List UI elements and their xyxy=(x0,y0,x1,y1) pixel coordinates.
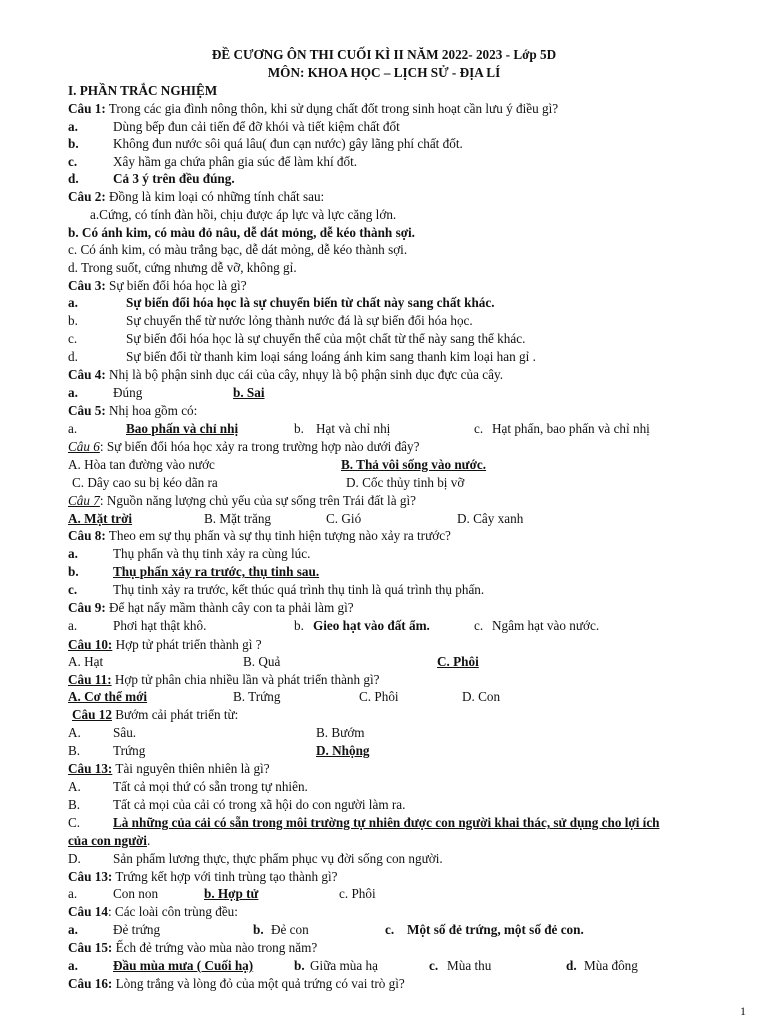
option-row xyxy=(0,688,768,706)
question-10 xyxy=(0,636,768,654)
option-row xyxy=(0,957,768,975)
option-text: C. Gió xyxy=(326,510,362,526)
option-text: Trứng xyxy=(113,743,146,758)
option-correct: của con người xyxy=(68,832,147,848)
question-body: Trong các gia đình nông thôn, khi sử dụng chất đốt trong sinh hoạt cần lưu ý điều gì? xyxy=(105,101,559,116)
option-key: B. xyxy=(68,797,81,812)
question-16 xyxy=(0,975,768,993)
option-row xyxy=(0,206,768,224)
question-8 xyxy=(0,527,768,545)
option-key: d. xyxy=(68,349,78,364)
option-key: c. xyxy=(429,958,439,973)
question-body: Tài nguyên thiên nhiên là gì? xyxy=(112,761,270,776)
option-text: c. Phôi xyxy=(339,886,376,901)
option-key: d. xyxy=(68,171,79,186)
document-title-line xyxy=(0,46,768,64)
question-text xyxy=(68,188,324,206)
option-text: B. Mặt trăng xyxy=(204,510,272,526)
question-label: Câu 5: xyxy=(68,403,106,418)
question-15 xyxy=(0,939,768,957)
option-correct: b. Hợp tử xyxy=(204,886,259,901)
option-row xyxy=(0,921,768,939)
question-body: Theo em sự thụ phấn và sự thụ tinh hiện tượng nào xảy ra trước? xyxy=(105,528,451,543)
option-key: A. xyxy=(68,725,81,740)
question-text xyxy=(68,599,354,617)
option-key: c. xyxy=(474,421,484,436)
option-key: b. xyxy=(68,564,79,579)
option-text: a.Cứng, có tính đàn hồi, chịu được áp lực và lực căng lớn. xyxy=(90,207,397,222)
question-text xyxy=(68,868,337,886)
option-text: Sự chuyển thể từ nước lỏng thành nước đá là sự biến đổi hóa học. xyxy=(126,313,473,328)
option-row xyxy=(0,118,768,136)
option-text: A. Hòa tan đường vào nước xyxy=(68,457,215,472)
option-row xyxy=(0,545,768,563)
question-body: Hợp tử phát triển thành gì ? xyxy=(112,636,262,652)
option-key: b. xyxy=(253,922,264,937)
question-14 xyxy=(0,903,768,921)
question-label: Câu 3: xyxy=(68,277,106,293)
option-text: D. Cốc thủy tinh bị vỡ xyxy=(346,474,465,490)
option-text: Đúng xyxy=(113,385,143,400)
question-body: : Nguồn năng lượng chủ yếu của sự sống trên Trái đất là gì? xyxy=(99,492,416,508)
question-body: Để hạt nẩy mầm thành cây con ta phải làm gì? xyxy=(105,600,354,615)
option-text: d. Trong suốt, cứng nhưng dễ vỡ, không gỉ. xyxy=(68,260,297,275)
option-text: D. Cây xanh xyxy=(457,510,524,526)
option-continuation xyxy=(68,832,150,850)
question-label: Câu 15: xyxy=(68,940,113,955)
option-key: b. xyxy=(294,421,304,436)
question-text xyxy=(68,100,558,118)
option-key: b. xyxy=(68,313,78,328)
option-text: c. Có ánh kim, có màu trắng bạc, dễ dát mỏng, dễ kéo thành sợi. xyxy=(68,242,408,257)
option-correct: Là những của cải có sẵn trong môi trường tự nhiên được con người khai thác, sử dụng cho lợi ích xyxy=(113,815,660,830)
option-key: a. xyxy=(68,886,78,901)
question-body: Bướm cải phát triển từ: xyxy=(111,707,239,722)
option-text: D. Con xyxy=(462,689,501,704)
option-text: Mùa đông xyxy=(584,958,638,973)
option-key: a. xyxy=(68,421,78,436)
option-text: Thụ tinh xảy ra trước, kết thúc quá trình thụ tinh là quá trình thụ phấn. xyxy=(113,582,485,597)
question-label: Câu 13: xyxy=(68,868,113,884)
question-7 xyxy=(0,492,768,510)
option-correct: A. Cơ thể mới xyxy=(68,689,148,704)
option-row xyxy=(0,653,768,671)
question-text xyxy=(72,706,238,724)
option-key: a. xyxy=(68,118,78,134)
question-text xyxy=(68,402,197,420)
option-row xyxy=(0,724,768,742)
question-body: Nhị hoa gồm có: xyxy=(105,403,198,418)
option-correct: Bao phấn và chỉ nhị xyxy=(126,421,239,436)
question-body: Đồng là kim loại có những tính chất sau: xyxy=(105,189,325,204)
option-text: B. Quả xyxy=(243,654,281,669)
question-label: Câu 9: xyxy=(68,600,106,615)
option-key: D. xyxy=(68,850,81,866)
option-row-correct xyxy=(0,294,768,312)
question-body: Lòng trắng và lòng đỏ của một quả trứng có vai trò gì? xyxy=(112,976,405,991)
option-row-correct xyxy=(0,814,768,832)
option-correct: D. Nhộng xyxy=(316,743,370,758)
option-row xyxy=(0,330,768,348)
document-subject-line xyxy=(0,64,768,82)
option-key: a. xyxy=(68,546,78,561)
question-body: Hợp tử phân chia nhiều lần và phát triển thành gì? xyxy=(111,671,380,687)
option-key: C. xyxy=(68,815,81,830)
question-label: Câu 7 xyxy=(68,492,100,508)
option-text: B. Bướm xyxy=(316,725,365,740)
option-row xyxy=(0,581,768,599)
option-key: c. xyxy=(68,582,78,597)
option-row xyxy=(0,241,768,259)
question-body: Trứng kết hợp với tinh trùng tạo thành gì? xyxy=(112,868,338,884)
option-text: Xây hầm ga chứa phân gia súc để làm khí đốt. xyxy=(113,153,358,169)
option-key: a. xyxy=(68,958,78,973)
question-body: Sự biến đổi hóa học là gì? xyxy=(105,277,247,293)
question-13b xyxy=(0,868,768,886)
option-row xyxy=(0,617,768,635)
question-label: Câu 13: xyxy=(68,761,113,776)
question-text xyxy=(68,636,262,654)
question-12 xyxy=(0,706,768,724)
question-text xyxy=(68,903,238,921)
question-text xyxy=(68,492,416,510)
question-body: Ếch đẻ trứng vào mùa nào trong năm? xyxy=(112,940,318,955)
option-row xyxy=(0,348,768,366)
option-key: c. xyxy=(68,153,78,169)
option-text: Con non xyxy=(113,886,159,901)
question-6 xyxy=(0,438,768,456)
option-correct: Một số đẻ trứng, một số đẻ con. xyxy=(407,922,584,937)
option-text: Sự biến đổi hóa học là sự chuyển thể của một chất từ thể này sang thể khác. xyxy=(126,331,526,346)
option-key: c. xyxy=(68,331,78,346)
question-5 xyxy=(0,402,768,420)
option-text: Sự biến đổi hóa học là sự chuyển biến từ chất này sang chất khác. xyxy=(126,295,495,310)
option-row xyxy=(0,259,768,277)
question-text xyxy=(68,939,317,957)
question-4 xyxy=(0,366,768,384)
option-text: B. Trứng xyxy=(233,689,281,704)
question-label: Câu 8: xyxy=(68,528,106,543)
option-row xyxy=(0,474,768,492)
option-row-correct xyxy=(0,170,768,188)
question-body: : Sự biến đổi hóa học xảy ra trong trường hợp nào dưới đây? xyxy=(99,439,420,454)
option-text: Dùng bếp đun cải tiến để đỡ khói và tiết kiệm chất đốt xyxy=(113,118,400,134)
option-correct: B. Thả vôi sống vào nước. xyxy=(341,457,487,472)
option-key: a. xyxy=(68,385,78,400)
option-text: Ngâm hạt vào nước. xyxy=(492,618,600,633)
option-key: B. xyxy=(68,743,81,758)
option-correct: Thụ phấn xảy ra trước, thụ tinh sau. xyxy=(113,564,320,579)
question-text xyxy=(68,975,405,993)
option-text: Tất cả mọi thứ có sẵn trong tự nhiên. xyxy=(113,779,308,794)
question-11 xyxy=(0,671,768,689)
question-label: Câu 14 xyxy=(68,904,108,919)
option-text: Phơi hạt thật khô. xyxy=(113,618,207,633)
option-text: A. Hạt xyxy=(68,654,104,669)
question-label: Câu 16: xyxy=(68,976,113,991)
question-2 xyxy=(0,188,768,206)
question-label: Câu 12 xyxy=(72,707,112,722)
option-key: b. xyxy=(294,958,305,973)
option-text: Mùa thu xyxy=(447,958,492,973)
option-row xyxy=(0,850,768,868)
option-text: . xyxy=(146,832,151,848)
option-key: b. xyxy=(294,618,304,633)
question-label: Câu 6 xyxy=(68,439,100,454)
option-text: Tất cả mọi của cải có trong xã hội do con người làm ra. xyxy=(113,797,406,812)
question-text xyxy=(68,366,503,384)
option-text: C. Phôi xyxy=(359,689,399,704)
option-correct: Đầu mùa mưa ( Cuối hạ) xyxy=(113,958,254,973)
option-row xyxy=(0,778,768,796)
option-row xyxy=(0,885,768,903)
question-label: Câu 4: xyxy=(68,367,106,382)
option-text: Hạt và chỉ nhị xyxy=(316,421,391,436)
question-label: Câu 1: xyxy=(68,101,106,116)
option-key: a. xyxy=(68,922,78,937)
option-key: b. xyxy=(68,136,79,151)
option-key: A. xyxy=(68,779,81,794)
question-text xyxy=(68,671,380,689)
question-9 xyxy=(0,599,768,617)
question-3 xyxy=(0,277,768,295)
section-title: I. PHẦN TRẮC NGHIỆM xyxy=(68,83,218,98)
option-correct: A. Mặt trời xyxy=(68,510,133,526)
option-row xyxy=(0,420,768,438)
option-text: Hạt phấn, bao phấn và chỉ nhị xyxy=(492,421,650,436)
option-text: Đẻ trứng xyxy=(113,922,161,937)
option-correct: b. Sai xyxy=(233,385,265,400)
option-row-correct xyxy=(0,224,768,242)
option-text: Cả 3 ý trên đều đúng. xyxy=(113,171,235,186)
option-text: Thụ phấn và thụ tinh xảy ra cùng lúc. xyxy=(113,546,311,561)
question-13 xyxy=(0,760,768,778)
option-key: c. xyxy=(474,618,484,633)
question-label: Câu 11: xyxy=(68,671,112,687)
question-text xyxy=(68,277,247,295)
document-title: ĐỀ CƯƠNG ÔN THI CUỐI KÌ II NĂM 2022- 2023 - Lớp 5D xyxy=(211,47,557,62)
option-row xyxy=(0,384,768,402)
option-text: Sự biến đổi từ thanh kim loại sáng loáng ánh kim sang thanh kim loại han gỉ . xyxy=(126,349,536,364)
option-correct: C. Phôi xyxy=(437,654,479,669)
option-row xyxy=(0,742,768,760)
option-text: Giữa mùa hạ xyxy=(310,958,378,973)
option-row xyxy=(0,510,768,528)
option-row xyxy=(0,153,768,171)
question-1 xyxy=(0,100,768,118)
option-text: Sản phẩm lương thực, thực phẩm phục vụ đời sống con người. xyxy=(113,850,443,866)
question-body: Nhị là bộ phận sinh dục cái của cây, nhụy là bộ phận sinh dục đực của cây. xyxy=(105,367,504,382)
question-label: Câu 10: xyxy=(68,636,113,652)
option-text: b. Có ánh kim, có màu đỏ nâu, dễ dát mỏng, dễ kéo thành sợi. xyxy=(68,224,415,240)
option-row xyxy=(0,312,768,330)
option-text: C. Dây cao su bị kéo dãn ra xyxy=(72,474,218,490)
question-text xyxy=(68,438,419,456)
option-key: c. xyxy=(385,922,395,937)
option-key: a. xyxy=(68,618,78,633)
question-body: : Các loài côn trùng đều: xyxy=(107,904,238,919)
option-row xyxy=(0,456,768,474)
option-correct: Gieo hạt vào đất ẩm. xyxy=(313,618,430,633)
section-heading xyxy=(0,82,768,100)
option-row-correct xyxy=(0,563,768,581)
question-label: Câu 2: xyxy=(68,189,106,204)
option-text: Không đun nước sôi quá lâu( đun cạn nước) gây lãng phí chất đốt. xyxy=(113,136,463,151)
option-row xyxy=(0,135,768,153)
option-text: Đẻ con xyxy=(271,922,309,937)
option-row xyxy=(0,796,768,814)
option-row-continued xyxy=(0,832,768,850)
page-number: 1 xyxy=(740,1004,746,1018)
question-text xyxy=(68,527,451,545)
document-subject: MÔN: KHOA HỌC – LỊCH SỬ - ĐỊA LÍ xyxy=(267,65,501,80)
option-key: d. xyxy=(566,958,577,973)
option-key: a. xyxy=(68,295,78,310)
question-text xyxy=(68,760,270,778)
option-text: Sâu. xyxy=(113,725,137,740)
